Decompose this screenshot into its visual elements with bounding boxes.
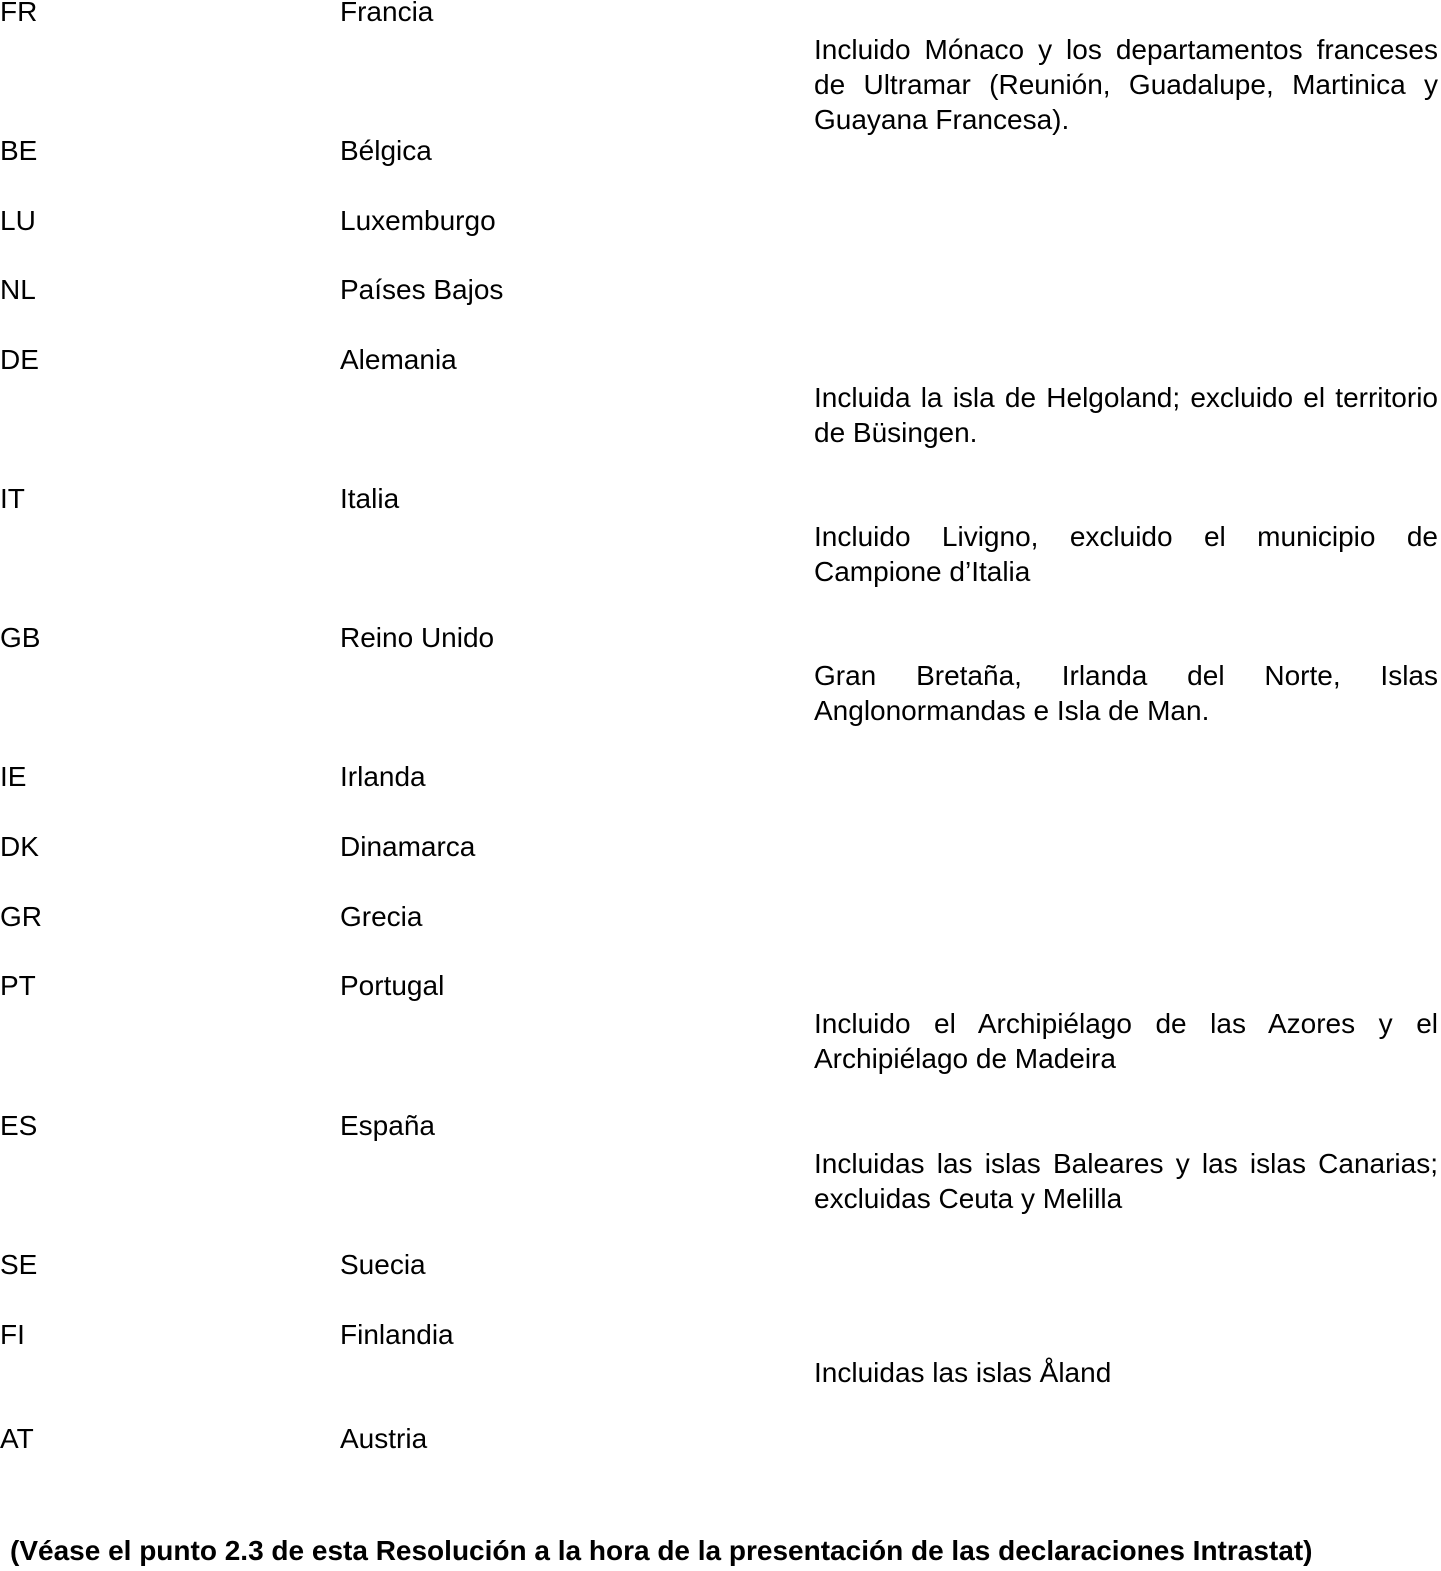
country-code: FR [0, 0, 38, 27]
country-note: Incluido Mónaco y los departamentos franceses de Ultramar (Reunión, Guadalupe, Martinica y Guayana Francesa). [814, 34, 1438, 135]
country-name: Austria [340, 1423, 428, 1454]
country-code: BE [0, 135, 38, 166]
country-name: Italia [340, 483, 400, 514]
country-note: Incluidas las islas Baleares y las islas Canarias; excluidas Ceuta y Melilla [814, 1148, 1438, 1214]
country-name: España [340, 1110, 435, 1141]
country-note: Gran Bretaña, Irlanda del Norte, Islas Anglonormandas e Isla de Man. [814, 660, 1438, 726]
country-code: AT [0, 1423, 34, 1454]
country-code: NL [0, 274, 36, 305]
country-name: Bélgica [340, 135, 432, 166]
country-note: Incluidas las islas Åland [814, 1357, 1112, 1388]
country-note: Incluida la isla de Helgoland; excluido el territorio de Büsingen. [814, 382, 1438, 448]
country-code: GR [0, 901, 42, 932]
country-name: Luxemburgo [340, 205, 496, 236]
country-code: SE [0, 1249, 38, 1280]
country-code: GB [0, 622, 41, 653]
country-code: PT [0, 970, 36, 1001]
country-note: Incluido Livigno, excluido el municipio de Campione d’Italia [814, 521, 1438, 587]
country-name: Portugal [340, 970, 445, 1001]
country-code: IT [0, 483, 25, 514]
country-name: Alemania [340, 344, 457, 375]
country-code: LU [0, 205, 36, 236]
country-name: Países Bajos [340, 274, 504, 305]
country-name: Finlandia [340, 1319, 454, 1350]
footer-note: (Véase el punto 2.3 de esta Resolución a la hora de la presentación de las declaraciones Intrastat) [10, 1535, 1313, 1566]
country-name: Reino Unido [340, 622, 495, 653]
country-name: Francia [340, 0, 434, 27]
country-name: Grecia [340, 901, 423, 932]
country-code: DE [0, 344, 39, 375]
country-name: Irlanda [340, 761, 426, 792]
country-name: Dinamarca [340, 831, 476, 862]
country-code: IE [0, 761, 27, 792]
country-name: Suecia [340, 1249, 426, 1280]
country-code: FI [0, 1319, 25, 1350]
country-code: DK [0, 831, 39, 862]
country-code: ES [0, 1110, 38, 1141]
country-note: Incluido el Archipiélago de las Azores y el Archipiélago de Madeira [814, 1008, 1438, 1074]
